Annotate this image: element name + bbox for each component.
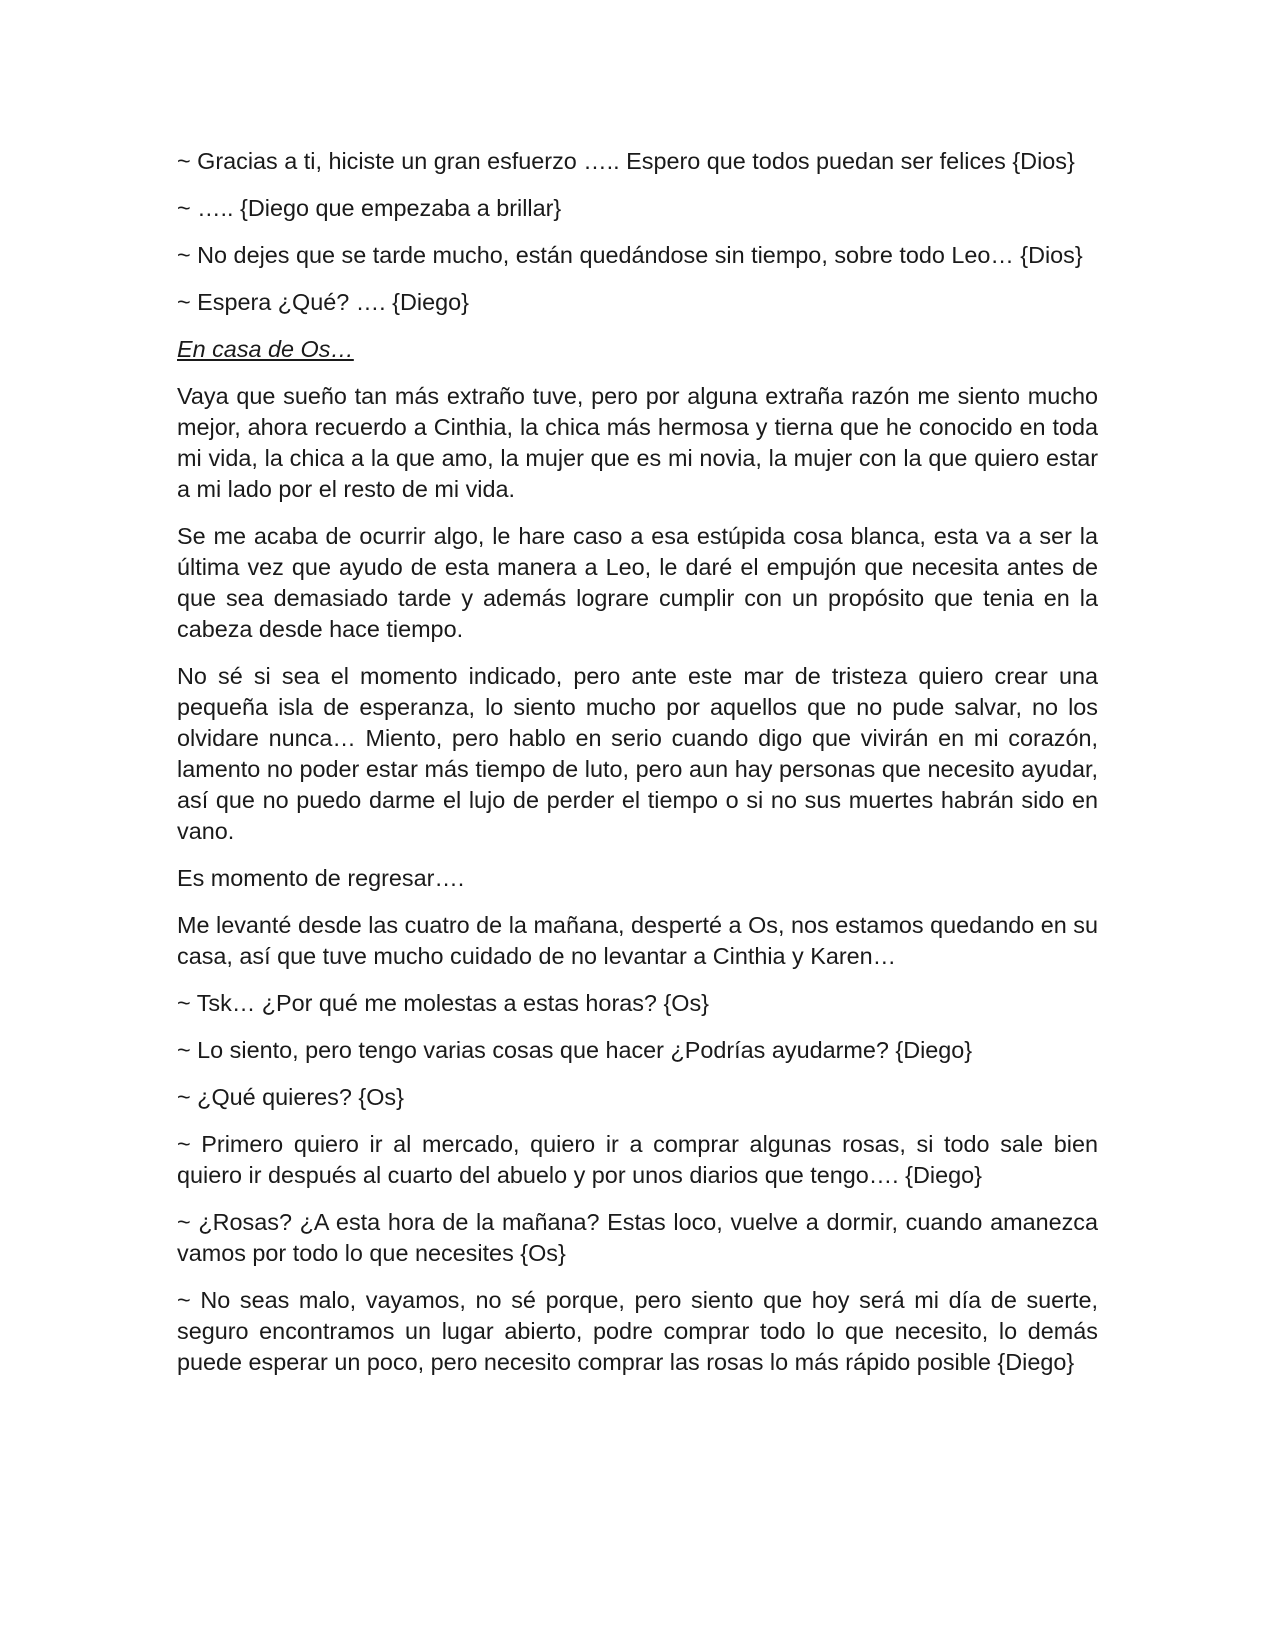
dialogue-line: ~ Primero quiero ir al mercado, quiero ir a comprar algunas rosas, si todo sale bien quiero ir después al cuarto del abuelo y por unos diarios que tengo…. {Diego}: [177, 1131, 1098, 1188]
narration-paragraph: Me levanté desde las cuatro de la mañana, desperté a Os, nos estamos quedando en su casa, así que tuve mucho cuidado de no levantar a Cinthia y Karen…: [177, 912, 1098, 969]
dialogue-line: ~ Espera ¿Qué? …. {Diego}: [177, 289, 469, 315]
narration-paragraph: Se me acaba de ocurrir algo, le hare caso a esa estúpida cosa blanca, esta va a ser la última vez que ayudo de esta manera a Leo, le daré el empujón que necesita antes de que sea demasiado tarde y además lograre cumplir con un propósito que tenia en la cabeza desde hace tiempo.: [177, 523, 1098, 642]
narration-paragraph: Es momento de regresar….: [177, 865, 465, 891]
dialogue-line: ~ ….. {Diego que empezaba a brillar}: [177, 195, 562, 221]
narration-paragraph: No sé si sea el momento indicado, pero ante este mar de tristeza quiero crear una pequeña isla de esperanza, lo siento mucho por aquellos que no pude salvar, no los olvidare nunca… Miento, pero hablo en serio cuando digo que vivirán en mi corazón, lamento no poder estar más tiempo de luto, pero aun hay personas que necesito ayudar, así que no puedo darme el lujo de perder el tiempo o si no sus muertes habrán sido en vano.: [177, 663, 1098, 844]
dialogue-line: ~ ¿Rosas? ¿A esta hora de la mañana? Estas loco, vuelve a dormir, cuando amanezca vamos por todo lo que necesites {Os}: [177, 1209, 1098, 1266]
dialogue-line: ~ Lo siento, pero tengo varias cosas que hacer ¿Podrías ayudarme? {Diego}: [177, 1037, 973, 1063]
dialogue-line: ~ Tsk… ¿Por qué me molestas a estas horas? {Os}: [177, 990, 709, 1016]
dialogue-line: ~ Gracias a ti, hiciste un gran esfuerzo ….. Espero que todos puedan ser felices {Dios}: [177, 148, 1075, 174]
scene-heading: En casa de Os…: [177, 336, 354, 362]
dialogue-line: ~ No dejes que se tarde mucho, están quedándose sin tiempo, sobre todo Leo… {Dios}: [177, 242, 1083, 268]
narration-paragraph: Vaya que sueño tan más extraño tuve, pero por alguna extraña razón me siento mucho mejor, ahora recuerdo a Cinthia, la chica más hermosa y tierna que he conocido en toda mi vida, la chica a la que amo, la mujer que es mi novia, la mujer con la que quiero estar a mi lado por el resto de mi vida.: [177, 383, 1098, 502]
document-page: [177, 146, 1098, 1394]
dialogue-line: ~ No seas malo, vayamos, no sé porque, pero siento que hoy será mi día de suerte, seguro encontramos un lugar abierto, podre comprar todo lo que necesito, lo demás puede esperar un poco, pero necesito comprar las rosas lo más rápido posible {Diego}: [177, 1287, 1098, 1375]
dialogue-line: ~ ¿Qué quieres? {Os}: [177, 1084, 404, 1110]
